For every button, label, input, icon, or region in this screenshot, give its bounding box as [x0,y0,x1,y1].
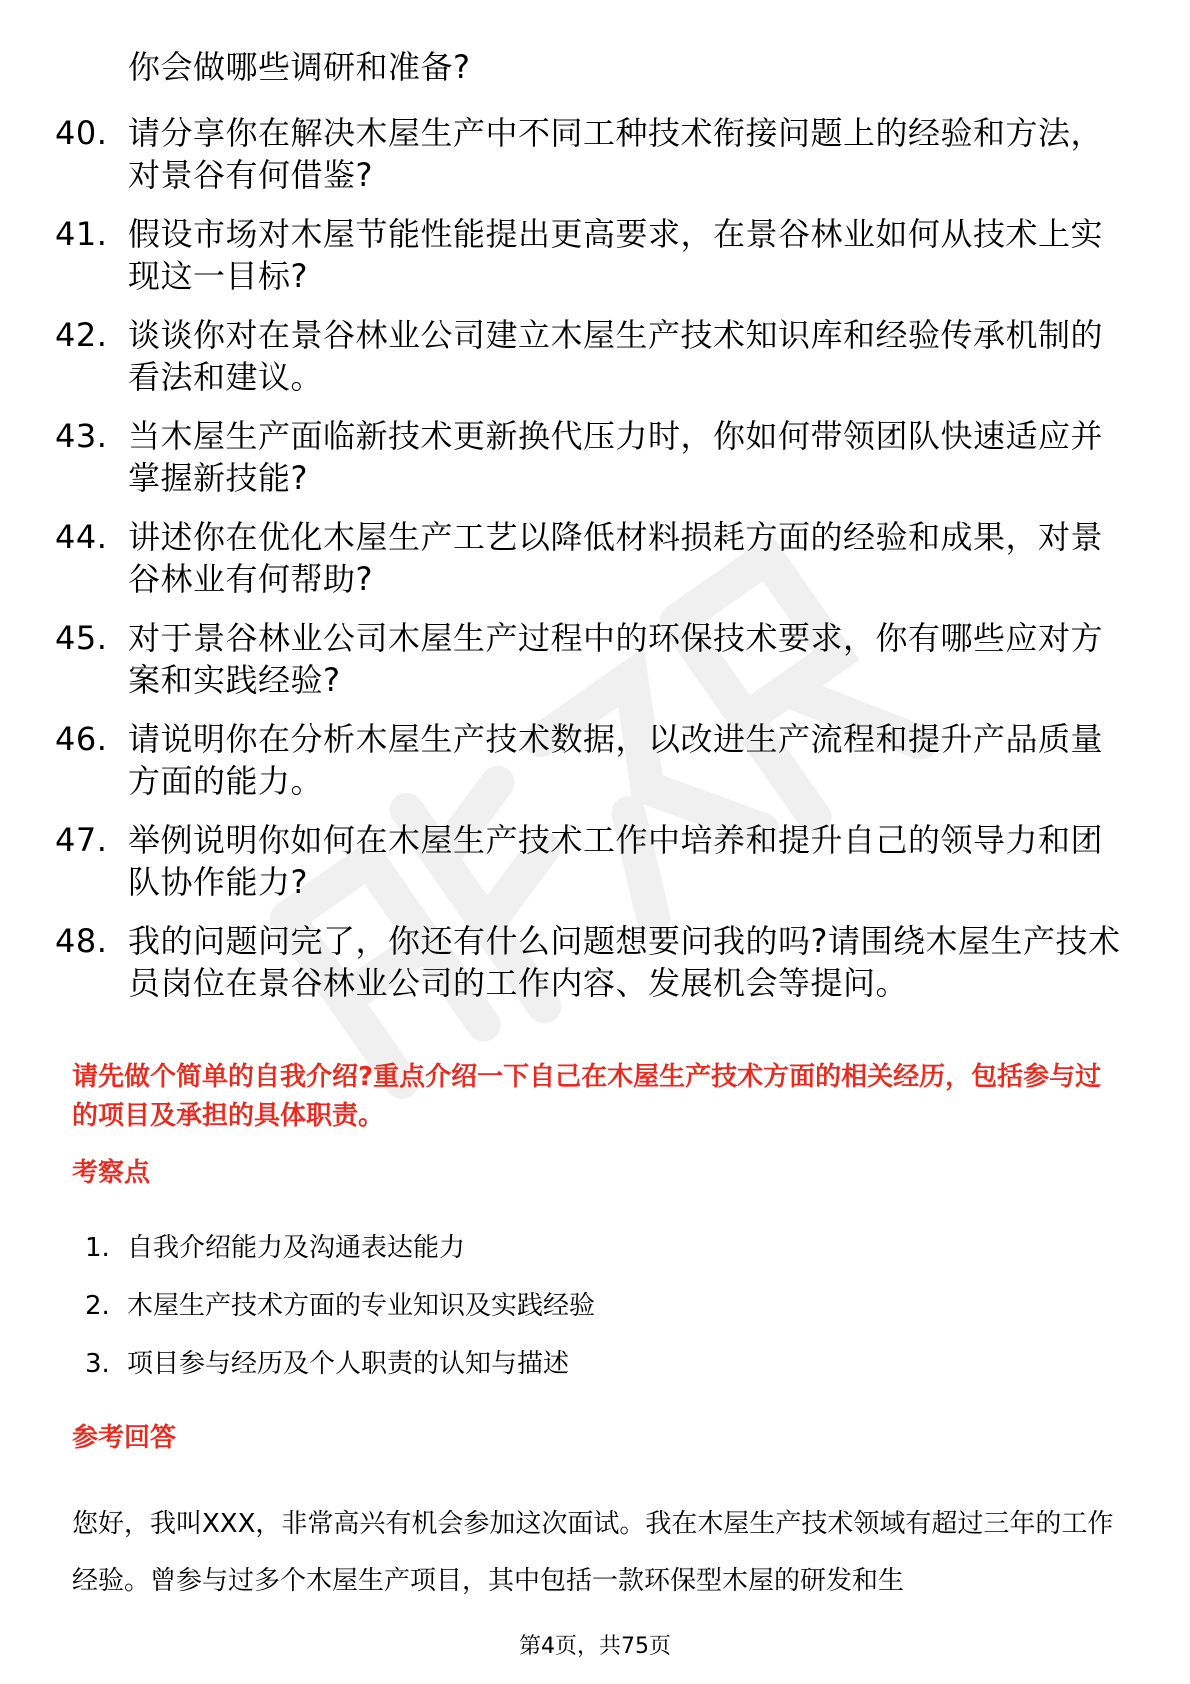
question-item [55,617,1125,701]
assessment-point [85,1346,595,1382]
question-item [55,516,1125,600]
question-number: 43. [55,417,108,455]
question-item [55,314,1125,398]
question-number: 41. [55,215,108,253]
question-number: 42. [55,316,108,354]
point-text: 自我介绍能力及沟通表达能力 [127,1233,466,1263]
question-text: 请分享你在解决木屋生产中不同工种技术衔接问题上的经验和方法，对景谷有何借鉴? [128,114,1104,194]
question-text: 假设市场对木屋节能性能提出更高要求，在景谷林业如何从技术上实现这一目标? [128,215,1104,295]
question-item [55,819,1125,903]
question-text: 讲述你在优化木屋生产工艺以降低材料损耗方面的经验和成果，对景谷林业有何帮助? [128,518,1104,598]
assessment-points-heading: 考察点 [72,1158,151,1188]
question-item [55,213,1125,297]
reference-answer-text: 您好，我叫XXX，非常高兴有机会参加这次面试。我在木屋生产技术领域有超过三年的工作经验。曾参与过多个木屋生产项目，其中包括一款环保型木屋的研发和生 [72,1509,1114,1596]
question-item [55,415,1125,499]
page-footer: 第4页，共75页 [519,1634,671,1659]
question-text: 我的问题问完了，你还有什么问题想要问我的吗?请围绕木屋生产技术员岗位在景谷林业公司的工作内容、发展机会等提问。 [128,922,1121,1002]
question-number: 44. [55,518,108,556]
point-number: 3. [85,1349,110,1379]
assessment-point [85,1230,595,1266]
question-item [55,920,1125,1004]
assessment-points-list [85,1230,595,1404]
question-text: 对于景谷林业公司木屋生产过程中的环保技术要求，你有哪些应对方案和实践经验? [128,619,1104,699]
question-text: 举例说明你如何在木屋生产技术工作中培养和提升自己的领导力和团队协作能力? [128,821,1104,901]
question-text: 谈谈你对在景谷林业公司建立木屋生产技术知识库和经验传承机制的看法和建议。 [128,316,1104,396]
assessment-point [85,1288,595,1324]
question-number: 45. [55,619,108,657]
question-text: 请说明你在分析木屋生产技术数据，以改进生产流程和提升产品质量方面的能力。 [128,720,1104,800]
question-list [55,112,1125,1021]
question-number: 47. [55,821,108,859]
question-text: 当木屋生产面临新技术更新换代压力时，你如何带领团队快速适应并掌握新技能? [128,417,1104,497]
featured-question: 请先做个简单的自我介绍?重点介绍一下自己在木屋生产技术方面的相关经历，包括参与过的项目及承担的具体职责。 [72,1062,1102,1131]
point-number: 1. [85,1233,110,1263]
question-number: 40. [55,114,108,152]
question-item [55,718,1125,802]
question-39-continuation: 你会做哪些调研和准备? [128,48,471,86]
point-text: 项目参与经历及个人职责的认知与描述 [127,1349,570,1379]
question-item [55,112,1125,196]
point-text: 木屋生产技术方面的专业知识及实践经验 [127,1291,596,1321]
question-number: 46. [55,720,108,758]
question-number: 48. [55,922,108,960]
point-number: 2. [85,1291,110,1321]
reference-answer-heading: 参考回答 [72,1423,177,1453]
